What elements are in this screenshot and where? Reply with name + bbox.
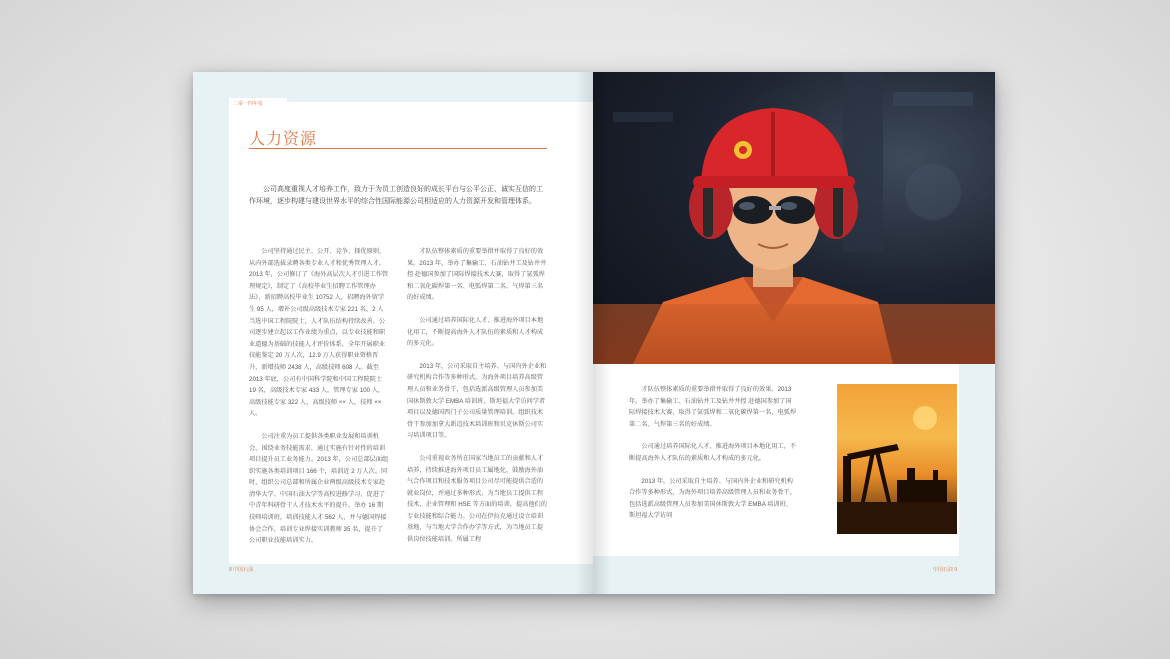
page-folio-left: 8 中国石油 <box>229 567 254 573</box>
paragraph: 公司注重为员工提供各类职业发展和培训机会，围绕业务技能需求，通过实施有针对性的培训项目提升员工业务能力。2013 年，公司总部层面组织实施各类培训项目 166 个，培训近 2 万人次。同时，组织公司总部和所属企业两级高级技术专家赴清华大学、中国石油大学等高校进修学习，促进了中青年科研骨干人才技术水平的提升。举办 16 期技师培训班，培训技能人才 562 人，并与德国焊接协会合作，培训专业焊接实训教师 35 名，提升了公司职业技能培训实力。 <box>249 432 389 545</box>
paragraph: 公司坚持通过民主、公开、竞争、择优原则，从内外部选拔录聘各类专业人才和优秀管理人才。2013 年，公司修订了《海外高层次人才引进工作管理规定》，制定了《高校毕业生招聘工作管理办法》，新招聘高校毕业生 10752 人，招聘海外留学生 95 人，增补公司级高级技术专家 221 名、2 人当选中国工程院院士，人才队伍结构持续改善。公司逐步建立起以工作业绩为重点，以专业技能和职业道德为基础的技能人才评价体系，全年开展职业技能鉴定 20 万人次，12.9 万人获得职业资格晋升，新增技师 2438 人，高级技师 608 人。截至 2013 年底，公司有中国科学院和中国工程院院士 19 名，高级技术专家 433 人，管理专家 100 人，高级技能专家 322 人，高级技师 ×× 人，技师 ×× 人。 <box>249 248 389 418</box>
title-rule <box>249 148 547 149</box>
intro-paragraph: 公司高度重视人才培养工作，致力于为员工创造良好的成长平台与公平公正、诚实互信的工作环境，逐步构建与建设世界水平的综合性国际能源公司相适应的人力资源开发和管理体系。 <box>249 186 543 205</box>
pumpjack-silhouette <box>837 384 957 534</box>
helmet-logo-icon <box>734 141 752 159</box>
text-column-1 <box>249 246 389 558</box>
worker-photo <box>593 72 995 364</box>
left-page <box>193 72 593 594</box>
paragraph: 公司通过培养国际化人才、推进海外项目本地化用工，不断提高海外人才队伍的素质和人才构成的多元化。 <box>407 316 544 348</box>
right-text-column <box>629 384 797 533</box>
page-title: 人力资源 <box>249 131 318 148</box>
page-folio-right: 中国石油 9 <box>932 567 957 573</box>
paragraph: 2013 年，公司采取自主培养、与国内外企业和研究机构合作等多种形式，为海外项目培养高级管理人员和业务骨干，包括选派高级管理人员参加美国休斯敦大学 EMBA 培训班、斯坦福大学访问学者项目以及德国西门子公司质量管理培训。组织技术骨干参加加拿大新迈技术培训班和贝克休斯公司实习培训项目等。 <box>407 362 547 440</box>
paragraph: 2013 年，公司采取自主培养、与国内外企业和研究机构合作等多种形式，为海外项目培养高级管理人员和业务骨干，包括选派高级管理人员参加美国休斯敦大学 EMBA 培训班、斯坦福大学访问 <box>629 477 797 520</box>
oil-pump-sunset-photo <box>837 384 957 534</box>
paragraph: 公司重视业务所在国家当地员工的贡献和人才培养，持续推进海外项目员工属地化，鼓励海外油气合作项目和技术服务项目公司尽可能提供合适的就业岗位，并通过多种形式，为当地员工提供工程技术、企业管理和 HSE 等方面的培训，提高他们的专业技能和综合能力。公司在伊拉克通过设立培训基地、与当地大学合作办学等方式，为当地员工提供岗位技能培训。所属工程 <box>407 454 547 544</box>
section-tab: 二零一四年报 <box>229 98 287 110</box>
text-column-2 <box>407 246 547 557</box>
photo-color-band <box>593 304 995 364</box>
paragraph: 公司通过培养国际化人才、推进海外项目本地化用工，不断提高海外人才队伍的素质和人才构成的多元化。 <box>629 443 797 462</box>
paragraph: 才队伍整体素质的重要举措并取得了良好的效果。2013 年，举办了集输工、石油钻井工及钻井井控 赴德国参加了国际焊接技术大赛，取得了氩弧焊和二氧化碳焊第一名、电弧焊第二名、气焊第三名的好成绩。 <box>629 386 797 428</box>
brochure-spread <box>193 72 995 594</box>
paragraph: 才队伍整体素质的重要举措并取得了良好的效果。2013 年，举办了集输工、石油钻井工及钻井井控 赴德国参加了国际焊接技术大赛，取得了氩弧焊和二氧化碳焊第一名、电弧焊第二名、气焊第三名的好成绩。 <box>407 248 547 302</box>
right-page <box>593 72 995 594</box>
